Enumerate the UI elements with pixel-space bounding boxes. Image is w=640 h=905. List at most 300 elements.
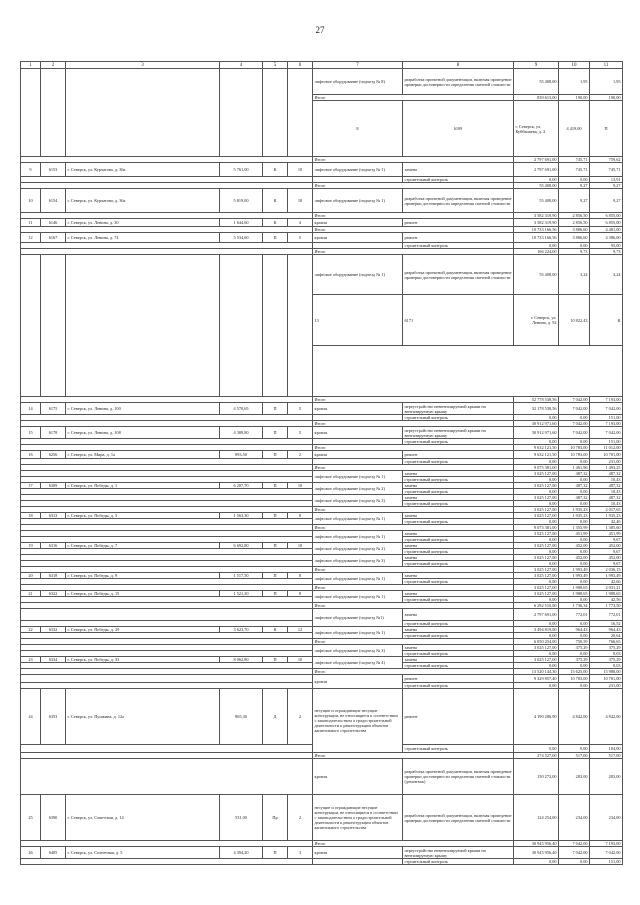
table-row	[21, 451, 623, 459]
table-cell: 766,65	[590, 639, 623, 645]
table-cell: 2 031,21	[590, 585, 623, 591]
table-cell: лифтовое оборудование (подъезд № 1)	[313, 531, 403, 543]
table-cell: разработка проектной документации, включая проведение проверки достоверности определения сметной стоимости	[403, 255, 514, 295]
table-cell: кровля	[313, 675, 403, 689]
table-cell: 0,00	[559, 859, 590, 865]
table-cell: 487,32	[559, 471, 590, 477]
table-cell: 9,27	[559, 189, 590, 213]
table-cell: Итого	[313, 585, 514, 591]
table-cell: Итого	[313, 421, 514, 427]
table-cell: 1 993,49	[590, 573, 623, 579]
table-cell: П	[590, 101, 623, 157]
table-cell	[21, 859, 313, 865]
table-cell: 0,00	[559, 561, 590, 567]
table-cell: строительный контроль	[403, 579, 514, 585]
table-cell: 6390	[41, 795, 66, 841]
table-cell: 452,00	[559, 543, 590, 549]
col-num-cell: 1	[21, 62, 41, 69]
table-cell: переустройство невентилируемой крыши на вентилируемую крышу	[403, 427, 514, 439]
table-cell: 10	[288, 657, 313, 663]
table-cell: Итого	[313, 157, 514, 163]
table-cell: несущие и ограждающие несущие конструкции, не относящиеся в соответствии с законодательством о градостроительной деятельности к реконструкции объектов капитального строительства	[313, 795, 403, 841]
table-cell: 839 613,00	[514, 95, 559, 101]
table-cell: П	[263, 513, 288, 519]
table-row	[21, 163, 623, 177]
table-cell: 745,71	[590, 163, 623, 177]
table-cell: 15 625,00	[559, 669, 590, 675]
table-cell: 6309	[41, 483, 66, 489]
table-cell: 452,00	[590, 543, 623, 549]
table-cell: П	[263, 657, 288, 663]
table-cell: 3 025 127,00	[514, 645, 559, 651]
table-cell: 0,00	[514, 537, 559, 543]
table-cell: 9 632 121,50	[514, 445, 559, 451]
table-cell: замена	[403, 645, 514, 651]
table-cell: 0,00	[559, 537, 590, 543]
table-cell: 0,00	[559, 439, 590, 445]
table-cell: П	[263, 847, 288, 859]
table-cell: 7 042,00	[559, 403, 590, 415]
table-cell: 451,99	[590, 531, 623, 537]
table-cell: 487,32	[590, 471, 623, 477]
table-cell: 0,00	[514, 459, 559, 465]
table-cell: 375,29	[559, 657, 590, 663]
table-cell: 3 025 127,00	[514, 543, 559, 549]
table-row	[21, 427, 623, 439]
table-cell: 8	[288, 513, 313, 519]
table-cell: 7 042,00	[559, 841, 590, 847]
table-cell: г. Северск, ул. Ленина, д. 108	[66, 427, 220, 439]
table-cell	[41, 69, 66, 157]
table-cell: 1 461,96	[559, 465, 590, 471]
table-cell: Итого	[313, 753, 514, 759]
table-cell: 10,43	[590, 477, 623, 483]
table-cell: 17	[21, 483, 41, 489]
table-cell: 10	[288, 543, 313, 549]
table-cell: 3 025 127,00	[514, 591, 559, 597]
table-cell: замена	[403, 657, 514, 663]
table-cell: 283,00	[559, 759, 590, 795]
table-cell: лифтовое оборудование (подъезд № 1)	[313, 513, 403, 525]
table-row	[21, 219, 623, 227]
table-cell: 487,32	[559, 483, 590, 489]
table-row	[21, 859, 623, 865]
table-cell: 9,27	[590, 189, 623, 213]
table-cell: замена	[403, 591, 514, 597]
table-cell: 487,32	[559, 495, 590, 501]
table-cell: 6 692,80	[220, 543, 263, 549]
table-cell: 6313	[41, 513, 66, 519]
table-cell	[21, 759, 313, 795]
table-cell: переустройство невентилируемой крыши на вентилируемую крышу	[403, 847, 514, 859]
table-cell: 234,00	[559, 795, 590, 841]
col-num-cell: 8	[403, 62, 514, 69]
table-cell: кровля	[313, 403, 403, 415]
table-row	[21, 403, 623, 415]
table-cell: Итого	[313, 841, 514, 847]
table-cell: лифтовое оборудование (подъезд №1)	[313, 609, 403, 627]
table-cell: 4 419,00	[559, 101, 590, 157]
table-cell: Итого	[313, 639, 514, 645]
table-cell: 10 733 166,56	[514, 227, 559, 233]
table-cell: 10 781,00	[590, 451, 623, 459]
table-cell: 24	[21, 689, 41, 745]
table-cell: кровля	[313, 233, 403, 243]
table-cell: 6 855,00	[590, 219, 623, 227]
col-num-cell: 4	[220, 62, 263, 69]
table-cell: г. Северск, ул. Победы, д. 3	[66, 513, 220, 519]
table-cell: 0,00	[514, 501, 559, 507]
table-cell: К	[263, 163, 288, 177]
table-cell: 964,43	[559, 627, 590, 633]
table-cell: 9 329 857,40	[514, 675, 559, 683]
table-cell: 6405	[41, 847, 66, 859]
table-cell: 11 012,00	[590, 445, 623, 451]
table-cell: 0,00	[514, 177, 559, 183]
table-cell: Итого	[313, 183, 514, 189]
table-cell: 26	[21, 847, 41, 859]
table-cell: 3 025 127,00	[514, 513, 559, 519]
table-cell: 375,29	[590, 645, 623, 651]
table-cell: г. Северск, ул. Пушкина, д. 12а	[66, 689, 220, 745]
table-cell: К	[263, 219, 288, 227]
table-cell: 95,00	[590, 243, 623, 249]
table-cell: 3 494 819,00	[514, 627, 559, 633]
table-cell: 7 042,00	[590, 427, 623, 439]
table-cell	[220, 255, 263, 397]
col-num-cell: 11	[590, 62, 623, 69]
table-cell: 23	[21, 657, 41, 663]
table-row	[21, 689, 623, 745]
table-cell: 745,71	[559, 163, 590, 177]
table-cell: 2 797 691,00	[514, 163, 559, 177]
table-cell: строительный контроль	[403, 501, 514, 507]
table-cell: замена	[403, 531, 514, 537]
table-cell: кровля	[313, 451, 403, 459]
table-cell: 0,00	[514, 243, 559, 249]
table-cell: 10 733 166,56	[514, 233, 559, 243]
table-cell: строительный контроль	[403, 459, 514, 465]
table-cell: лифтовое оборудование (подъезд № 1)	[313, 255, 403, 295]
table-cell: 14	[21, 403, 41, 415]
table-cell: 2 797 691,00	[514, 157, 559, 163]
table-cell: г. Северск, ул. Победы, д. 15	[66, 591, 220, 597]
column-number-row	[21, 62, 623, 69]
table-cell: г. Северск, ул. Победы, д. 1	[66, 483, 220, 489]
table-cell: П	[263, 403, 288, 415]
table-cell: 13,91	[590, 177, 623, 183]
table-cell: 772,01	[559, 609, 590, 621]
table-cell: 9,67	[590, 549, 623, 555]
table-cell: 3,24	[590, 255, 623, 295]
table-cell: лифтовое оборудование (подъезд № 1)	[313, 627, 403, 639]
table-cell	[21, 609, 313, 621]
table-cell: 0,00	[559, 489, 590, 495]
table-cell: г. Северск, ул. Ленина, д. 100	[66, 403, 220, 415]
table-cell: 20	[21, 573, 41, 579]
table-cell: 0,00	[514, 663, 559, 669]
table-cell: 1 988,65	[559, 591, 590, 597]
table-cell: 5 534,60	[220, 233, 263, 243]
table-cell: 6322	[41, 591, 66, 597]
table-cell: ремонт	[403, 219, 514, 227]
table-cell: лифтовое оборудование (подъезд № 8)	[313, 69, 403, 95]
table-cell: 6167	[41, 233, 66, 243]
table-cell: 3,24	[559, 255, 590, 295]
table-cell: П	[263, 233, 288, 243]
table-cell: 0,00	[559, 519, 590, 525]
table-cell: 0,00	[559, 663, 590, 669]
table-cell: 745,71	[559, 157, 590, 163]
table-cell: переустройство невентилируемой крыши на вентилируемую крышу	[403, 403, 514, 415]
table-cell: Итого	[313, 507, 514, 513]
table-cell	[66, 255, 220, 397]
table-cell: 0,00	[514, 579, 559, 585]
table-cell: замена	[403, 573, 514, 579]
table-cell: 0,00	[559, 597, 590, 603]
table-cell: 166 224,00	[514, 249, 559, 255]
table-cell	[21, 675, 313, 683]
table-cell: 10	[21, 189, 41, 213]
table-cell: 19	[21, 543, 41, 549]
table-cell: 55 408,00	[514, 183, 559, 189]
table-cell: 6153	[41, 163, 66, 177]
table-cell: 8	[288, 573, 313, 579]
table-cell: лифтовое оборудование (подъезд № 1)	[313, 573, 403, 585]
table-cell: 2 017,65	[590, 507, 623, 513]
table-cell: лифтовое оборудование (подъезд № 1)	[313, 471, 403, 483]
table-cell: лифтовое оборудование (подъезд № 3)	[313, 495, 403, 507]
table-cell: 151,00	[590, 859, 623, 865]
table-cell: 18	[21, 513, 41, 519]
table-cell: 8,03	[590, 651, 623, 657]
table-cell: 0,00	[514, 439, 559, 445]
table-cell: Итого	[313, 397, 514, 403]
table-cell: 451,99	[559, 531, 590, 537]
table-cell: 3 025 127,00	[514, 483, 559, 489]
table-cell: 1 935,23	[559, 513, 590, 519]
table-cell: замена	[403, 163, 514, 177]
table-cell: 3 582 319,90	[514, 219, 559, 227]
table-cell: 3 025 127,00	[514, 495, 559, 501]
table-cell: 865,30	[220, 689, 263, 745]
table-cell: 759,62	[590, 157, 623, 163]
table-cell: К	[263, 627, 288, 633]
table-cell: строительный контроль	[403, 651, 514, 657]
table-cell: 190,00	[590, 95, 623, 101]
table-cell: 6146	[41, 219, 66, 227]
table-cell: П	[263, 427, 288, 439]
table-cell: 7 042,00	[590, 403, 623, 415]
table-cell: строительный контроль	[403, 177, 514, 183]
table-cell: 1 493,25	[590, 465, 623, 471]
table-cell: 55 408,00	[514, 189, 559, 213]
table-cell: 9,73	[559, 249, 590, 255]
table-cell: 1 385,60	[590, 525, 623, 531]
table-cell: 3 623,70	[220, 627, 263, 633]
table-cell: г. Северск, ул. Победы, д. 33	[66, 657, 220, 663]
table-cell: 1 988,65	[559, 585, 590, 591]
col-num-cell: 10	[559, 62, 590, 69]
table-cell: 3 886,60	[559, 227, 590, 233]
table-cell: 5 819,00	[220, 189, 263, 213]
table-cell: 0,00	[559, 549, 590, 555]
table-cell: замена	[403, 495, 514, 501]
table-cell: 6316	[41, 543, 66, 549]
table-cell: 21	[21, 591, 41, 597]
table-row	[21, 69, 623, 95]
table-cell: 30 945 956,40	[514, 841, 559, 847]
table-cell: 42,66	[590, 579, 623, 585]
table-cell: 6256	[41, 451, 66, 459]
table-cell: 1 736,34	[559, 603, 590, 609]
table-cell: 6332	[41, 627, 66, 633]
table-cell: г. Северск, ул. Курчатова, д. 36а	[66, 189, 220, 213]
table-cell: лифтовое оборудование (подъезд № 1)	[313, 163, 403, 177]
table-cell: П	[263, 543, 288, 549]
table-cell: 234,00	[590, 795, 623, 841]
table-cell: 55 408,00	[514, 69, 559, 95]
table-cell: строительный контроль	[403, 859, 514, 865]
table-cell: 6334	[41, 657, 66, 663]
table-cell: 4 481,00	[590, 227, 623, 233]
table-cell: 1 993,49	[559, 573, 590, 579]
table-cell: 3 025 127,00	[514, 657, 559, 663]
table-cell: 9,73	[590, 249, 623, 255]
table-cell: г. Северск, ул. Мира, д. 1а	[66, 451, 220, 459]
table-cell: 150 273,00	[514, 759, 559, 795]
table-cell: разработка проектной документации, включая проведение проверки достоверности определения сметной стоимости (демонтаж)	[403, 759, 514, 795]
table-cell: ремонт	[403, 451, 514, 459]
table-cell: 1 644,60	[220, 219, 263, 227]
table-cell: г. Северск, ул. Куйбышева, д. 2	[514, 101, 559, 157]
table-cell: 0,00	[559, 459, 590, 465]
table-cell	[220, 69, 263, 157]
table-cell: строительный контроль	[403, 439, 514, 445]
table-cell: 6154	[41, 189, 66, 213]
table-cell: лифтовое оборудование (подъезд № 1)	[313, 591, 403, 603]
capital-repair-table	[20, 61, 623, 865]
table-cell: 1 988,65	[590, 591, 623, 597]
table-cell: П	[263, 591, 288, 597]
table-cell: П	[263, 483, 288, 489]
table-cell: кровля	[313, 427, 403, 439]
table-cell: 10 822,43	[559, 295, 590, 346]
table-cell: 6 207,70	[220, 483, 263, 489]
table-cell: 0,00	[559, 177, 590, 183]
table-cell: 13 520 144,30	[514, 669, 559, 675]
table-cell: Итого	[313, 567, 514, 573]
table-cell: 2 036,15	[590, 567, 623, 573]
table-cell: 9,67	[590, 537, 623, 543]
table-cell: 2 797 691,00	[514, 609, 559, 621]
table-cell: г. Северск, ул. Советская, д. 14	[66, 795, 220, 841]
table-cell: разработка проектной документации, включая проведение проверки достоверности определения сметной стоимости	[403, 189, 514, 213]
table-cell: 10	[288, 163, 313, 177]
table-cell: замена	[403, 543, 514, 549]
table-cell: замена	[403, 627, 514, 633]
table-cell: П	[263, 451, 288, 459]
table-cell	[66, 69, 220, 157]
table-cell: 3 025 127,00	[514, 555, 559, 561]
table-cell: строительный контроль	[403, 597, 514, 603]
table-cell	[263, 255, 288, 397]
table-cell: 0,00	[559, 633, 590, 639]
table-cell: 4 386,00	[590, 233, 623, 243]
table-cell: 375,29	[590, 657, 623, 663]
table-cell: строительный контроль	[403, 537, 514, 543]
col-num-cell: 5	[263, 62, 288, 69]
table-cell: 1 935,23	[590, 513, 623, 519]
table-cell: 124 254,00	[514, 795, 559, 841]
table-cell: 3 582 319,90	[514, 213, 559, 219]
table-cell: 3 025 127,00	[514, 567, 559, 573]
table-cell: 30 912 971,60	[514, 427, 559, 439]
table-cell: 9 075 381,00	[514, 465, 559, 471]
table-cell: 7 042,00	[559, 847, 590, 859]
table-cell: 3 025 127,00	[514, 507, 559, 513]
table-cell: 1 993,49	[559, 567, 590, 573]
table-cell: Итого	[313, 525, 514, 531]
table-cell: 0,00	[514, 621, 559, 627]
table-cell: 4	[288, 219, 313, 227]
table-cell: 531,00	[220, 795, 263, 841]
table-cell: 2	[288, 795, 313, 841]
table-cell: 3 025 127,00	[514, 585, 559, 591]
table-cell: 0,00	[514, 597, 559, 603]
table-cell: 2	[288, 689, 313, 745]
table-cell: Итого	[313, 95, 514, 101]
table-cell: 0,00	[514, 745, 559, 753]
table-cell: 151,00	[590, 415, 623, 421]
table-cell: 9,27	[559, 183, 590, 189]
table-cell: 375,29	[559, 645, 590, 651]
table-cell: г. Северск, ул. Ленина, д. 30	[66, 219, 220, 227]
table-cell: 6318	[41, 573, 66, 579]
table-cell: строительный контроль	[403, 477, 514, 483]
table-cell: строительный контроль	[403, 415, 514, 421]
table-cell: Пр	[263, 795, 288, 841]
table-cell: 1 935,23	[559, 507, 590, 513]
table-cell: 772,01	[590, 609, 623, 621]
table-row	[21, 609, 623, 621]
table-cell: 2 856,50	[559, 213, 590, 219]
table-cell: строительный контроль	[403, 243, 514, 249]
table-cell: 4 842,00	[590, 689, 623, 745]
table-cell: 6353	[41, 689, 66, 745]
table-cell: 52 778 538,56	[514, 397, 559, 403]
table-cell: 5	[288, 403, 313, 415]
table-cell: 1 773,50	[590, 603, 623, 609]
table-cell: 0,00	[514, 477, 559, 483]
table-cell: 0,00	[559, 501, 590, 507]
table-cell: 964,43	[590, 627, 623, 633]
table-cell: К	[590, 295, 623, 346]
table-cell: 6 292 510,00	[514, 603, 559, 609]
table-cell: 3 025 127,00	[514, 573, 559, 579]
table-cell: 0,00	[514, 633, 559, 639]
table-cell: 0,00	[514, 859, 559, 865]
table-cell: 9 075 381,00	[514, 525, 559, 531]
table-cell: 8	[313, 101, 403, 157]
table-cell: 231,00	[590, 459, 623, 465]
table-cell: 10,43	[590, 501, 623, 507]
table-cell: г. Северск, ул. Ленина, д. 92	[514, 295, 559, 346]
table-cell: 487,32	[590, 495, 623, 501]
table-cell: кровля	[313, 847, 403, 859]
table-cell: 6171	[403, 295, 514, 346]
table-cell: 893,50	[220, 451, 263, 459]
